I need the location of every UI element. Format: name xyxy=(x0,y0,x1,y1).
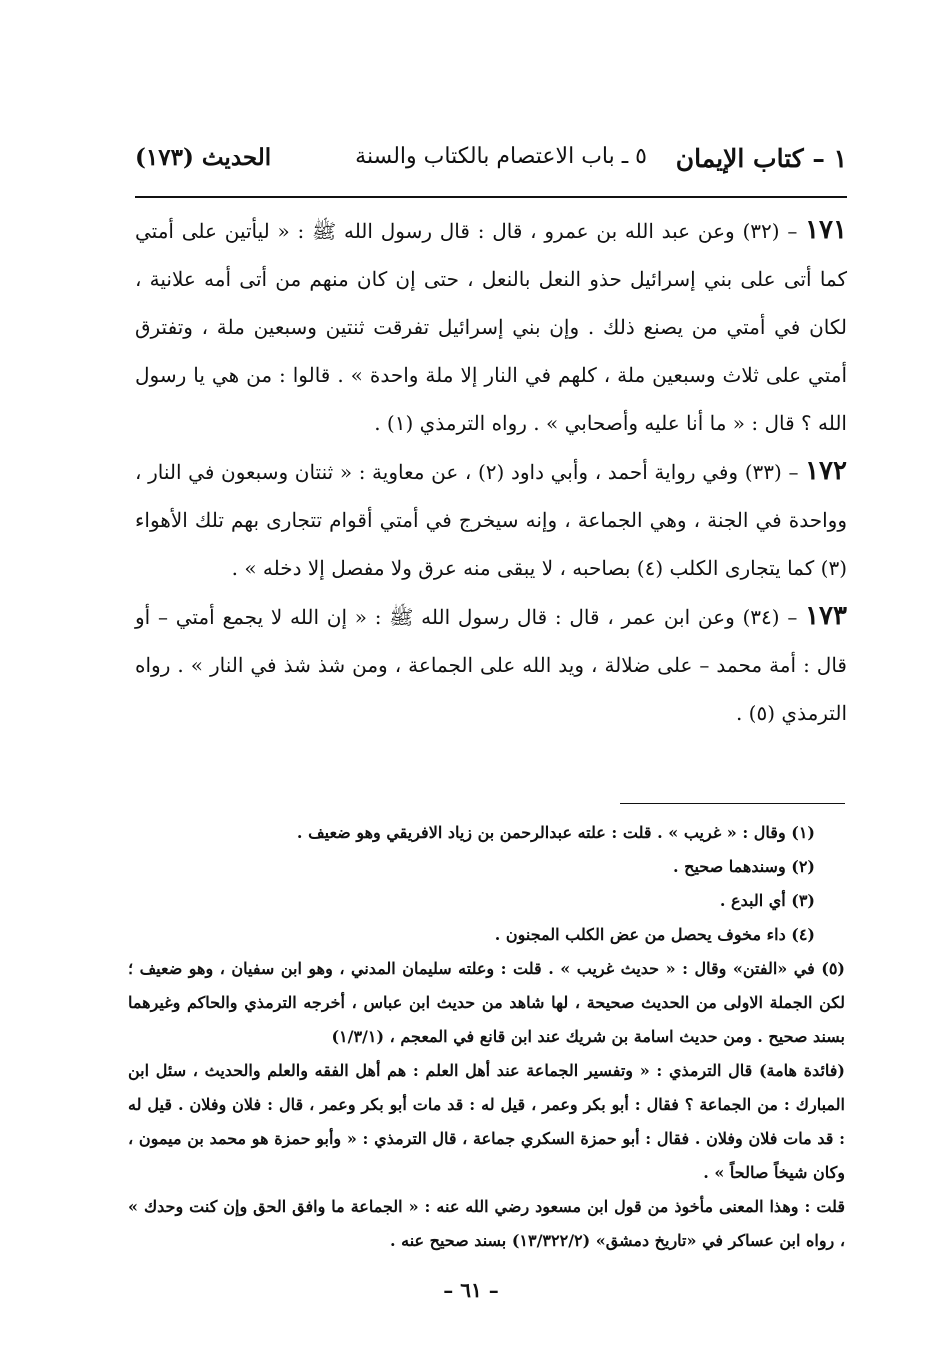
footnote: (٢) وسندهما صحيح . xyxy=(672,857,815,876)
footnote: (٣) أي البدع . xyxy=(719,891,815,910)
hadith-paragraph xyxy=(135,447,847,592)
chapter-title: ٥ ـ باب الاعتصام بالكتاب والسنة xyxy=(355,144,647,169)
hadith-number: ١٧٣ xyxy=(805,601,847,631)
hadith-number: ١٧١ xyxy=(805,215,847,245)
footnote: (١) وقال : « غريب » . قلت : علته عبدالرحمن بن زياد الافريقي وهو ضعيف . xyxy=(296,823,815,842)
book-title: ١ – كتاب الإيمان xyxy=(675,144,847,173)
hadith-range: الحديث (١٧٣) xyxy=(135,144,272,171)
running-header xyxy=(135,138,847,184)
footnote-divider xyxy=(620,803,845,804)
footnotes xyxy=(128,816,845,1258)
hadith-paragraph xyxy=(135,206,847,447)
footnote: (فائدة هامة) قال الترمذي : « وتفسير الجماعة عند أهل العلم : هم أهل الفقه والعلم والحديث ، سئل ابن المبارك : من الجماعة ؟ فقال : أبو بكر وعمر ، قيل له : قد مات أبو بكر وعمر ، قال : فلان وفلان . قيل له : قد مات فلان وفلان . فقال : أبو حمزة السكري جماعة ، قال الترمذي : « وأبو حمزة هو محمد بن ميمون ، وكان شيخاً صالحاً » . xyxy=(128,1061,845,1182)
page-number: – ٦١ – xyxy=(443,1278,499,1302)
footnote: قلت : وهذا المعنى مأخوذ من قول ابن مسعود رضي الله عنه : « الجماعة ما وافق الحق وإن كنت وحدك » ، رواه ابن عساكر في «تاريخ دمشق» (١٣/٣٢٢/٢) بسند صحيح عنه . xyxy=(128,1197,845,1250)
header-divider xyxy=(135,196,847,198)
hadith-body xyxy=(135,206,847,737)
footnote: (٤) داء مخوف يحصل من عض الكلب المجنون . xyxy=(494,925,815,944)
hadith-number: ١٧٢ xyxy=(805,456,847,486)
hadith-paragraph xyxy=(135,592,847,737)
hadith-text: – (٣٤) وعن ابن عمر ، قال : قال رسول الله ﷺ : « إن الله لا يجمع أمتي – أو قال : أمة محمد – على ضلالة ، ويد الله على الجماعة ، ومن شذ شذ في النار » . رواه الترمذي (٥) . xyxy=(135,605,847,725)
hadith-text: – (٣٣) وفي رواية أحمد ، وأبي داود (٢) ، عن معاوية : « ثنتان وسبعون في النار ، وواحدة في الجنة ، وهي الجماعة ، وإنه سيخرج في أمتي أقوام تتجارى بهم تلك الأهواء (٣) كما يتجارى الكلب (٤) بصاحبه ، لا يبقى منه عرق ولا مفصل إلا دخله » . xyxy=(135,460,847,580)
footnote: (٥) في «الفتن» وقال : « حديث غريب » . قلت : وعلته سليمان المدني ، وهو ابن سفيان ، وهو ضعيف ؛ لكن الجملة الاولى من الحديث صحيحة ، لها شاهد من حديث ابن عباس ، أخرجه الترمذي والحاكم وغيرهما بسند صحيح . ومن حديث اسامة بن شريك عند ابن قانع في المعجم ، (١/٣/١) xyxy=(128,959,845,1046)
hadith-text: – (٣٢) وعن عبد الله بن عمرو ، قال : قال رسول الله ﷺ : « ليأتين على أمتي كما أتى على بني إسرائيل حذو النعل بالنعل ، حتى إن كان منهم من أتى أمه علانية ، لكان في أمتي من يصنع ذلك . وإن بني إسرائيل تفرقت ثنتين وسبعين ملة ، وتفترق أمتي على ثلاث وسبعين ملة ، كلهم في النار إلا ملة واحدة » . قالوا : من هي يا رسول الله ؟ قال : « ما أنا عليه وأصحابي » . رواه الترمذي (١) . xyxy=(135,219,847,435)
